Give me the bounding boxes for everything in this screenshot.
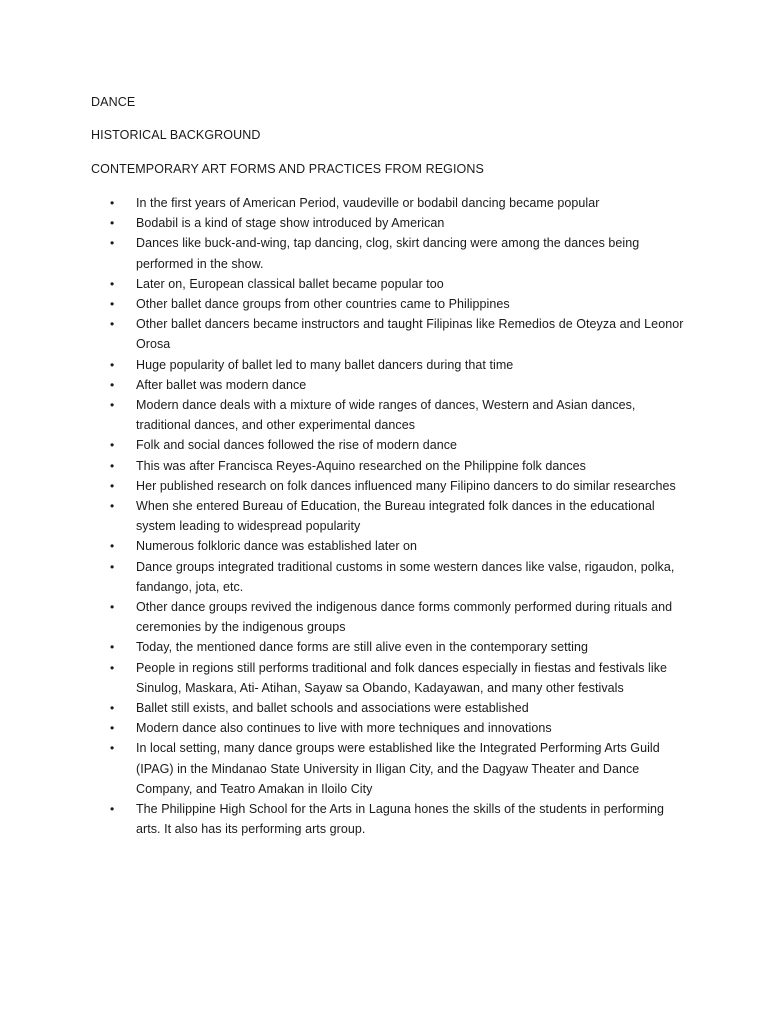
bullet-item: [110, 738, 690, 799]
bullet-marker: •: [110, 357, 115, 372]
bullet-text: People in regions still performs traditional and folk dances especially in fiestas and festivals like Sinulog, Maskara, Ati- Atihan, Sayaw sa Obando, Kadayawan, and many other festivals: [136, 660, 668, 695]
bullet-text: Dances like buck-and-wing, tap dancing, clog, skirt dancing were among the dances being performed in the show.: [136, 236, 640, 271]
bullet-text: Ballet still exists, and ballet schools and associations were established: [136, 701, 529, 716]
bullet-text: Modern dance also continues to live with more techniques and innovations: [136, 721, 552, 736]
bullet-item: [110, 496, 690, 536]
bullet-marker: •: [110, 539, 115, 554]
bullet-text: Dance groups integrated traditional customs in some western dances like valse, rigaudon, polka, fandango, jota, etc.: [136, 559, 675, 594]
bullet-marker: •: [110, 721, 115, 736]
bullet-text: Folk and social dances followed the rise of modern dance: [136, 438, 458, 453]
bullet-text: This was after Francisca Reyes-Aquino researched on the Philippine folk dances: [136, 458, 586, 473]
bullet-marker: •: [110, 438, 115, 453]
bullet-item: [110, 637, 690, 657]
bullet-item: [110, 395, 690, 435]
bullet-marker: •: [110, 236, 115, 251]
bullet-item: [110, 536, 690, 556]
bullet-marker: •: [110, 499, 115, 514]
bullet-marker: •: [110, 701, 115, 716]
bullet-text: After ballet was modern dance: [136, 377, 307, 392]
document-title: DANCE: [91, 95, 136, 109]
bullet-text: Today, the mentioned dance forms are still alive even in the contemporary setting: [136, 640, 588, 655]
bullet-marker: •: [110, 377, 115, 392]
bullet-item: [110, 314, 690, 354]
document-subtitle: HISTORICAL BACKGROUND: [91, 128, 261, 142]
bullet-item: [110, 193, 690, 213]
bullet-marker: •: [110, 458, 115, 473]
bullet-item: [110, 233, 690, 273]
bullet-marker: •: [110, 196, 115, 210]
bullet-text: Her published research on folk dances influenced many Filipino dancers to do similar researches: [136, 478, 676, 493]
bullet-item: [110, 355, 690, 375]
bullet-text: Later on, European classical ballet became popular too: [136, 276, 444, 291]
bullet-marker: •: [110, 297, 115, 312]
bullet-item: [110, 213, 690, 233]
bullet-item: [110, 274, 690, 294]
bullet-text: Other dance groups revived the indigenous dance forms commonly performed during rituals and ceremonies by the indigenous groups: [136, 600, 673, 635]
bullet-marker: •: [110, 660, 115, 675]
bullet-item: [110, 698, 690, 718]
bullet-list: [110, 193, 690, 840]
bullet-marker: •: [110, 741, 115, 756]
bullet-item: [110, 294, 690, 314]
bullet-text: In local setting, many dance groups were established like the Integrated Performing Arts Guild (IPAG) in the Mindanao State University in Iligan City, and the Dagyaw Theater and Dance Company, and Teatro Amakan in Iloilo City: [136, 741, 660, 796]
bullet-item: [110, 718, 690, 738]
bullet-text: Huge popularity of ballet led to many ballet dancers during that time: [136, 357, 514, 372]
bullet-text: In the first years of American Period, vaudeville or bodabil dancing became popular: [136, 196, 600, 210]
bullet-text: The Philippine High School for the Arts in Laguna hones the skills of the students in performing arts. It also has its performing arts group.: [136, 802, 665, 837]
bullet-marker: •: [110, 478, 115, 493]
bullet-marker: •: [110, 216, 115, 231]
bullet-item: [110, 658, 690, 698]
bullet-marker: •: [110, 276, 115, 291]
bullet-marker: •: [110, 600, 115, 615]
bullet-marker: •: [110, 317, 115, 332]
bullet-marker: •: [110, 640, 115, 655]
bullet-text: Bodabil is a kind of stage show introduced by American: [136, 216, 445, 231]
bullet-marker: •: [110, 398, 115, 413]
bullet-text: Modern dance deals with a mixture of wide ranges of dances, Western and Asian dances, traditional dances, and other experimental dances: [136, 398, 636, 433]
bullet-item: [110, 456, 690, 476]
bullet-marker: •: [110, 802, 115, 817]
bullet-item: [110, 557, 690, 597]
bullet-marker: •: [110, 559, 115, 574]
bullet-item: [110, 435, 690, 455]
bullet-text: When she entered Bureau of Education, the Bureau integrated folk dances in the educational system leading to widespread popularity: [136, 499, 655, 534]
bullet-text: Other ballet dance groups from other countries came to Philippines: [136, 297, 510, 312]
bullet-text: Other ballet dancers became instructors and taught Filipinas like Remedios de Oteyza and Leonor Orosa: [136, 317, 684, 352]
bullet-item: [110, 597, 690, 637]
section-heading: CONTEMPORARY ART FORMS AND PRACTICES FROM REGIONS: [91, 162, 484, 176]
bullet-item: [110, 799, 690, 839]
bullet-item: [110, 375, 690, 395]
bullet-item: [110, 476, 690, 496]
bullet-text: Numerous folkloric dance was established later on: [136, 539, 418, 554]
